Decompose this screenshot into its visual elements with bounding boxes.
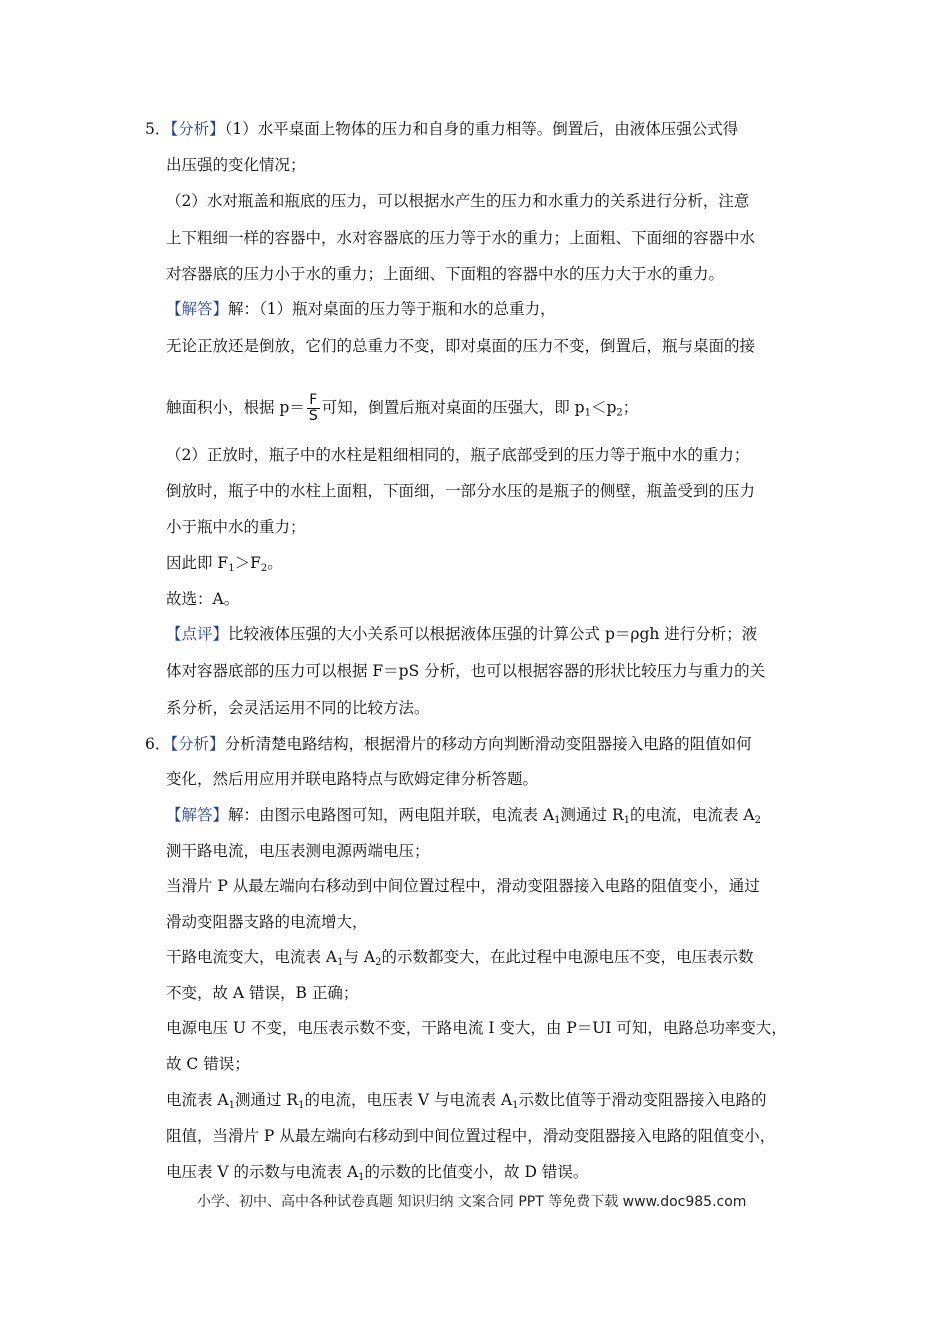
q6-answer-line-8: 故 C 错误； (166, 1055, 250, 1073)
q6-answer-line-3: 当滑片 P 从最左端向右移动到中间位置过程中，滑动变阻器接入电路的阻值变小，通过 (166, 877, 760, 895)
q5-answer-l7a: 因此即 F (166, 554, 229, 572)
q5-answer-line-8: 故选：A。 (166, 590, 240, 608)
subscript: 1 (623, 815, 630, 826)
q6-answer-line-11 (166, 1161, 588, 1183)
q6-answer-l9b: 测通过 R (235, 1091, 299, 1109)
q5-analysis-line-5: 对容器底的压力小于水的重力；上面细、下面粗的容器中水的压力大于水的重力。 (166, 265, 725, 283)
q5-answer-tag: 【解答】 (166, 300, 229, 318)
q5-answer-line-3 (166, 393, 638, 424)
subscript: 2 (616, 407, 623, 419)
q6-analysis-line-2: 变化，然后用应用并联电路特点与欧姆定律分析答题。 (166, 770, 539, 788)
q5-comment-tag: 【点评】 (166, 625, 229, 643)
q6-answer-l1a: 解：由图示电路图可知，两电阻并联，电流表 A (228, 806, 555, 824)
q6-answer-line-2: 测干路电流，电压表测电源两端电压； (166, 842, 430, 860)
q5-analysis-tag: 【分析】 (170, 120, 225, 138)
q6-analysis-tag: 【分析】 (170, 735, 225, 753)
q5-answer-l7b: ＞F (234, 554, 261, 572)
q6-answer-line-1 (166, 804, 761, 826)
q5-answer-line-4: （2）正放时，瓶子中的水柱是粗细相同的，瓶子底部受到的压力等于瓶中水的重力； (166, 446, 750, 464)
q6-answer-l1c: 的电流，电流表 A (630, 806, 755, 824)
q5-comment-line-2: 体对容器底部的压力可以根据 F＝pS 分析，也可以根据容器的形状比较压力与重力的关 (166, 662, 766, 680)
q5-comment-line-3: 系分析，会灵活运用不同的比较方法。 (166, 699, 430, 717)
subscript: 1 (512, 1100, 519, 1111)
subscript: 1 (554, 815, 561, 826)
q5-comment-text: 比较液体压强的大小关系可以根据液体压强的计算公式 p＝ρgh 进行分析；液 (228, 625, 758, 643)
subscript: 1 (358, 1172, 365, 1183)
q5-answer-l7c: 。 (267, 554, 283, 572)
q5-analysis-text: （1）水平桌面上物体的压力和自身的重力相等。倒置后，由液体压强公式得 (224, 120, 739, 138)
q6-answer-l1b: 测通过 R (560, 806, 624, 824)
q5-analysis-line-1 (145, 118, 738, 140)
q6-analysis-line-1 (145, 733, 752, 755)
q6-answer-line-6: 不变，故 A 错误，B 正确； (166, 984, 359, 1002)
q6-answer-line-4: 滑动变阻器支路的电流增大， (166, 913, 368, 931)
subscript: 1 (337, 957, 344, 968)
subscript: 1 (584, 407, 591, 419)
subscript: 1 (228, 1100, 235, 1111)
subscript: 2 (375, 957, 382, 968)
q5-answer-l3a: 触面积小，根据 p＝ (166, 398, 305, 417)
q5-analysis-line-2: 出压强的变化情况； (166, 156, 306, 174)
q5-answer-line-1 (166, 298, 556, 320)
q5-answer-line-5: 倒放时，瓶子中的水柱上面粗，下面细，一部分水压的是瓶子的侧壁，瓶盖受到的压力 (166, 482, 756, 500)
q6-answer-l11a: 电压表 V 的示数与电流表 A (166, 1163, 359, 1181)
q5-answer-l3c: ＜p (590, 398, 617, 417)
q6-answer-tag: 【解答】 (166, 806, 229, 824)
page-footer: 小学、初中、高中各种试卷真题 知识归纳 文案合同 PPT 等免费下载 www.doc985.com (197, 1194, 747, 1210)
q5-analysis-line-4: 上下粗细一样的容器中，水对容器底的压力等于水的重力；上面粗、下面细的容器中水 (166, 229, 756, 247)
q6-answer-l9a: 电流表 A (166, 1091, 229, 1109)
q6-answer-l9d: 示数比值等于滑动变阻器接入电路的 (518, 1091, 767, 1109)
q5-answer-line-6: 小于瓶中水的重力； (166, 518, 306, 536)
q6-answer-line-5 (166, 946, 754, 968)
q5-answer-line-7 (166, 552, 283, 574)
q5-answer-line-2: 无论正放还是倒放，它们的总重力不变，即对桌面的压力不变，倒置后，瓶与桌面的接 (166, 337, 756, 355)
q6-answer-l5b: 与 A (343, 948, 376, 966)
q6-analysis-text: 分析清楚电路结构，根据滑片的移动方向判断滑动变阻器接入电路的阻值如何 (224, 735, 752, 753)
q5-answer-l3d: ； (622, 398, 639, 417)
q6-answer-line-7: 电源电压 U 不变，电压表示数不变，干路电流 I 变大，由 P＝UI 可知，电路总功率变大， (166, 1019, 787, 1037)
q6-answer-line-10: 阻值，当滑片 P 从最左端向右移动到中间位置过程中，滑动变阻器接入电路的阻值变小， (166, 1127, 776, 1145)
subscript: 1 (228, 563, 235, 574)
fraction-denominator: S (308, 408, 318, 424)
subscript: 1 (298, 1100, 305, 1111)
q5-answer-l3b: 可知，倒置后瓶对桌面的压强大，即 p (321, 398, 585, 417)
subscript: 2 (754, 815, 761, 826)
q5-analysis-line-3: （2）水对瓶盖和瓶底的压力，可以根据水产生的压力和水重力的关系进行分析，注意 (166, 192, 750, 210)
q6-answer-l5a: 干路电流变大，电流表 A (166, 948, 338, 966)
q6-answer-l9c: 的电流，电压表 V 与电流表 A (304, 1091, 513, 1109)
fraction-numerator: F (307, 393, 320, 409)
q5-answer-text: 解：（1）瓶对桌面的压力等于瓶和水的总重力， (228, 300, 556, 318)
q5-number: 5． (145, 120, 171, 138)
subscript: 2 (260, 563, 268, 574)
q5-comment-line-1 (166, 623, 757, 645)
q6-number: 6． (145, 735, 171, 753)
q6-answer-line-9 (166, 1089, 767, 1111)
q6-answer-l11b: 的示数的比值变小，故 D 错误。 (364, 1163, 589, 1181)
pressure-fraction (307, 393, 320, 424)
q6-answer-l5c: 的示数都变大，在此过程中电源电压不变，电压表示数 (381, 948, 754, 966)
